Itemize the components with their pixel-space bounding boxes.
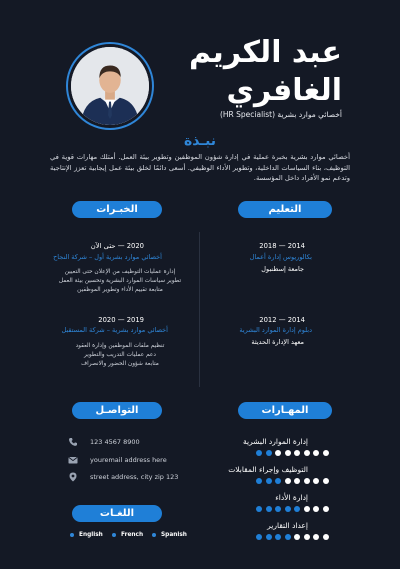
language-item — [70, 532, 103, 538]
skill-dot — [304, 506, 310, 512]
skill-dot — [323, 478, 329, 484]
email-address: youremail address here — [90, 456, 167, 464]
experience-role: أخصائي موارد بشرية – شركة المستقبل — [61, 326, 168, 334]
skill-label: إدارة الموارد البشرية — [242, 437, 308, 446]
skill-dot — [275, 534, 281, 540]
skill-dot — [294, 450, 300, 456]
mail-icon — [68, 455, 78, 465]
skills-heading: المهـارات — [238, 402, 332, 419]
skill-dot — [285, 534, 291, 540]
experience-duty: تطوير سياسات الموارد البشرية وتحسين بيئة العمل — [58, 278, 182, 284]
about-paragraph: أخصائي موارد بشرية بخبرة عملية في إدارة شؤون الموظفين وتطوير بيئة العمل. أمتلك مهارات قوية في التوظيف، بناء السياسات الداخلية، وتطوير الأداء الوظيفي. أسعى دائمًا لخلق بيئة عمل إيجابية تعزز الإنتاجية وتدعم نمو الأفراد داخل المؤسسة. — [50, 153, 350, 182]
skill-dot — [313, 534, 319, 540]
skill-dot — [266, 478, 272, 484]
skill-dot — [256, 478, 262, 484]
skill-dot — [256, 534, 262, 540]
skill-dot — [256, 450, 262, 456]
profile-photo-frame — [66, 42, 154, 130]
experience-duty: متابعة شؤون الحضور والانصراف — [81, 361, 159, 367]
skill-dot — [323, 534, 329, 540]
language-label: Spanish — [161, 532, 187, 538]
bullet-icon — [112, 533, 116, 537]
skill-dot — [275, 450, 281, 456]
skill-dot — [294, 506, 300, 512]
language-label: English — [79, 532, 103, 538]
skill-dot — [323, 450, 329, 456]
education-heading: التعليم — [238, 201, 332, 218]
skill-dot — [275, 478, 281, 484]
skill-dot — [313, 450, 319, 456]
skill-label: إعداد التقارير — [267, 521, 308, 530]
experience-role: أخصائي موارد بشرية أول – شركة النجاح — [53, 253, 162, 261]
experience-duty: إدارة عمليات التوظيف من الإعلان حتى التعيين — [64, 269, 176, 275]
skill-dot — [313, 478, 319, 484]
location-pin-icon — [68, 472, 78, 482]
person-portrait-icon — [71, 47, 149, 125]
skill-dot — [266, 506, 272, 512]
person-name — [142, 34, 342, 110]
language-label: French — [121, 532, 144, 538]
bullet-icon — [152, 533, 156, 537]
education-date: 2014 — 2018 — [259, 242, 305, 250]
about-heading: نبـذة — [183, 133, 217, 149]
skill-label: إدارة الأداء — [275, 493, 308, 502]
skill-dot — [285, 478, 291, 484]
education-degree: دبلوم إدارة الموارد البشرية — [239, 326, 312, 334]
skill-dot — [323, 506, 329, 512]
phone-number: 123 4567 8900 — [90, 438, 140, 446]
education-date: 2014 — 2012 — [259, 316, 305, 324]
education-school: جامعة إسطنبول — [261, 265, 304, 273]
job-title: أخصائي موارد بشرية (HR Specialist) — [219, 110, 342, 119]
languages-heading: اللغـات — [72, 505, 162, 522]
skill-dot — [285, 450, 291, 456]
skill-dot — [256, 506, 262, 512]
skill-dot — [304, 534, 310, 540]
name-line-first: عبد الكريم — [189, 35, 342, 70]
bullet-icon — [70, 533, 74, 537]
experience-duty: متابعة تقييم الأداء وتطوير الموظفين — [77, 287, 163, 293]
experience-duty: دعم عمليات التدريب والتطوير — [84, 352, 156, 358]
street-address: street address, city zip 123 — [90, 473, 179, 481]
education-degree: بكالوريوس إدارة أعمال — [249, 253, 312, 261]
language-item — [112, 532, 143, 538]
skill-label: التوظيف وإجراء المقابلات — [228, 465, 308, 474]
experience-date: 2020 — حتى الآن — [90, 242, 144, 250]
skill-dot — [266, 534, 272, 540]
skill-dot — [285, 506, 291, 512]
skill-dot — [275, 506, 281, 512]
profile-photo — [71, 47, 149, 125]
education-school: معهد الإدارة الحديثة — [251, 338, 304, 346]
skill-dot — [294, 478, 300, 484]
skill-dot — [313, 506, 319, 512]
phone-icon — [68, 437, 78, 447]
experience-date: 2019 — 2020 — [98, 316, 144, 324]
skill-dot — [304, 478, 310, 484]
skill-dot — [266, 450, 272, 456]
name-line-last: الغافري — [226, 73, 342, 108]
language-item — [152, 532, 187, 538]
contact-heading: التواصـل — [72, 402, 162, 419]
skill-dot — [304, 450, 310, 456]
skill-dot — [294, 534, 300, 540]
experience-duty: تنظيم ملفات الموظفين وإدارة العقود — [75, 343, 165, 349]
experience-heading: الخبـرات — [72, 201, 162, 218]
